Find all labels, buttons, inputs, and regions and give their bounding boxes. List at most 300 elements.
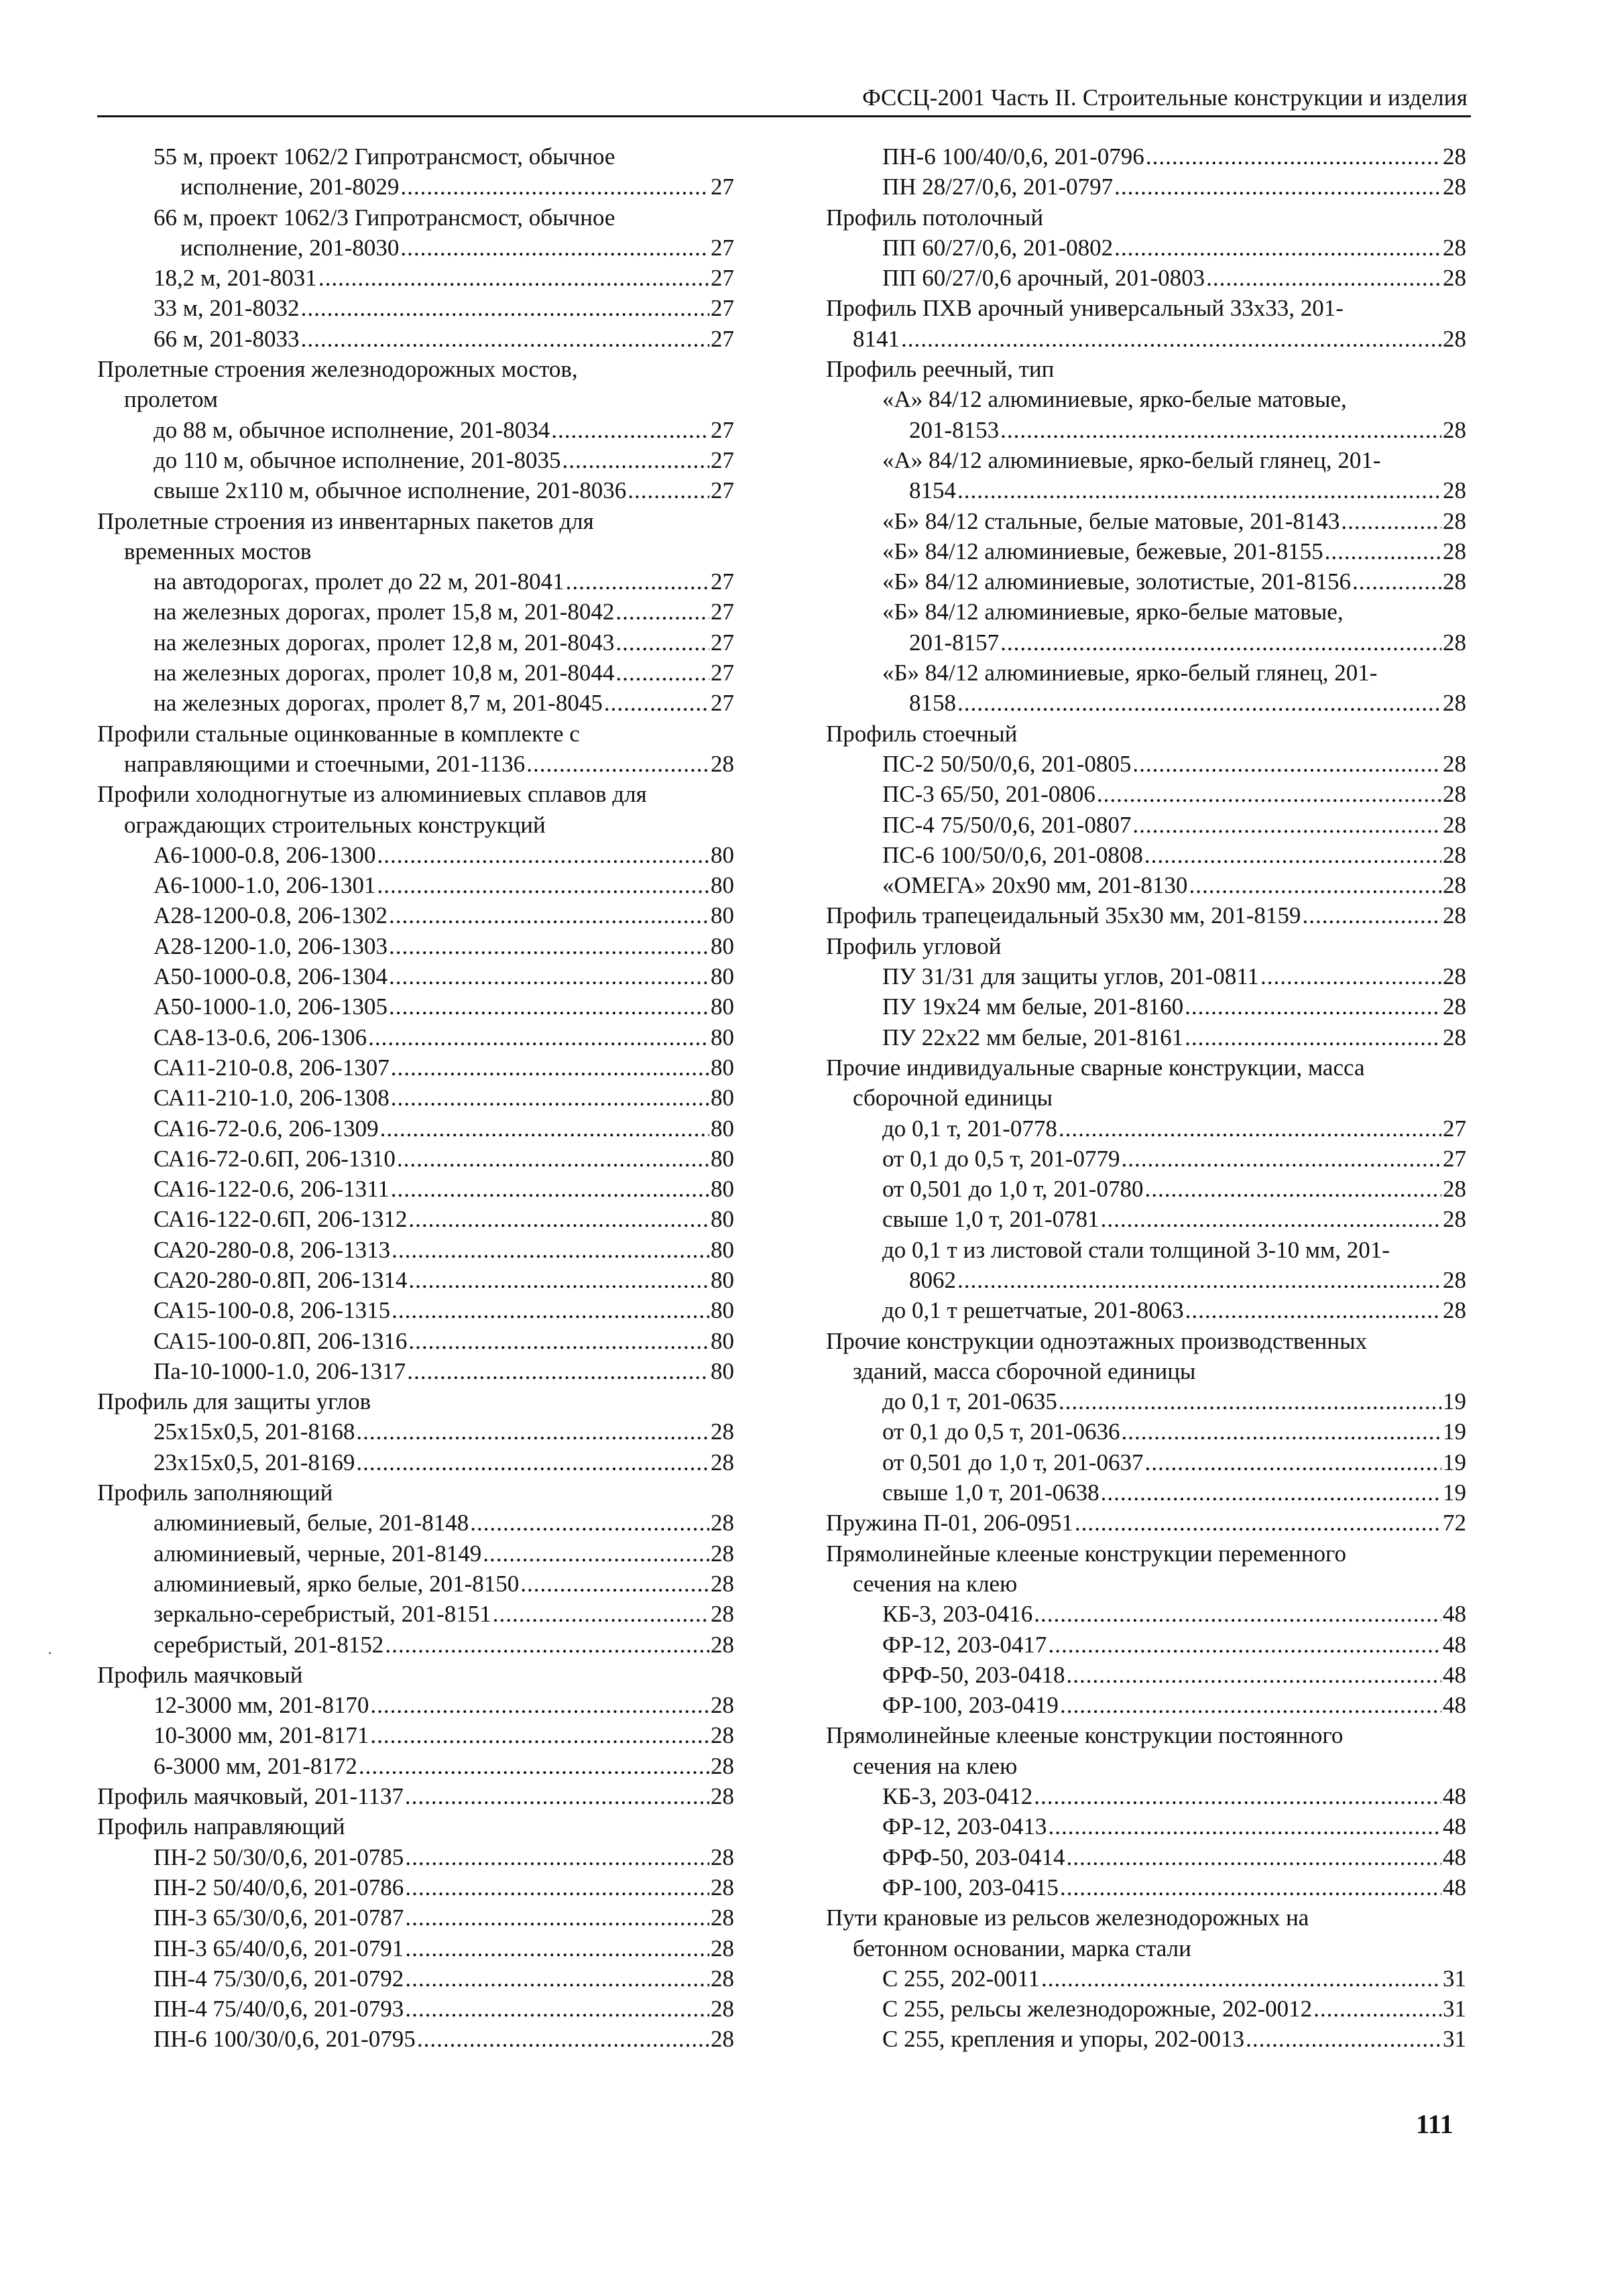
dot-leader — [628, 475, 709, 505]
entry-text: сечения на клею — [853, 1570, 1018, 1597]
entry-page: 28 — [711, 1601, 734, 1628]
entry-text: 23x15x0,5, 201-8169 — [154, 1449, 355, 1475]
entry-text: серебристый, 201-8152 — [154, 1631, 384, 1658]
dot-leader — [1341, 506, 1441, 536]
entry-text: СА20-280-0.8, 206-1313 — [154, 1236, 391, 1263]
dot-leader — [301, 293, 709, 323]
index-line — [97, 1083, 734, 1113]
entry-text: на железных дорогах, пролет 15,8 м, 201-8042 — [154, 599, 615, 625]
dot-leader — [1059, 1386, 1441, 1416]
index-line — [97, 233, 734, 263]
index-line — [826, 566, 1466, 597]
index-line — [97, 1477, 734, 1508]
entry-text: алюминиевый, ярко белые, 201-8150 — [154, 1570, 520, 1597]
dot-leader — [377, 870, 710, 900]
index-line — [826, 1052, 1466, 1083]
index-line — [97, 445, 734, 475]
entry-text: А50-1000-1.0, 206-1305 — [154, 993, 388, 1020]
entry-text: свыше 2х110 м, обычное исполнение, 201-8036 — [154, 477, 627, 504]
entry-page: 27 — [711, 416, 734, 443]
dot-leader — [1132, 749, 1441, 779]
entry-page: 28 — [1443, 781, 1466, 808]
entry-text: исполнение, 201-8030 — [180, 234, 400, 261]
entry-text: от 0,1 до 0,5 т, 201-0636 — [882, 1418, 1120, 1445]
index-line — [826, 1295, 1466, 1325]
entry-text: свыше 1,0 т, 201-0638 — [882, 1479, 1099, 1506]
dot-leader — [1101, 1204, 1441, 1234]
dot-leader — [1260, 961, 1441, 991]
dot-leader — [1097, 779, 1441, 809]
entry-text: на железных дорогах, пролет 10,8 м, 201-8044 — [154, 660, 615, 686]
index-line — [97, 324, 734, 354]
dot-leader — [1048, 1811, 1441, 1841]
entry-text: ФР-12, 203-0417 — [882, 1631, 1047, 1658]
dot-leader — [1075, 1508, 1441, 1538]
dot-leader — [368, 1022, 709, 1052]
index-line — [97, 1933, 734, 1963]
index-line — [826, 384, 1466, 414]
entry-text: 201-8157 — [909, 629, 1000, 656]
dot-leader — [389, 961, 709, 991]
index-line — [97, 536, 734, 566]
entry-text: алюминиевый, черные, 201-8149 — [154, 1540, 482, 1567]
entry-page: 28 — [711, 750, 734, 777]
entry-text: Пролетные строения из инвентарных пакетов для — [97, 507, 594, 534]
entry-text: ПП 60/27/0,6 арочный, 201-0803 — [882, 265, 1205, 292]
entry-text: Профиль направляющий — [97, 1813, 345, 1840]
entry-page: 31 — [1443, 2026, 1466, 2053]
dot-leader — [1121, 1416, 1441, 1447]
index-line — [97, 749, 734, 779]
entry-page: 28 — [1443, 629, 1466, 656]
index-line — [97, 263, 734, 293]
entry-text: С 255, 202-0011 — [882, 1965, 1040, 1992]
entry-page: 80 — [711, 1085, 734, 1111]
entry-text: ПН-2 50/40/0,6, 201-0786 — [154, 1874, 404, 1900]
dot-leader — [1066, 1842, 1441, 1872]
entry-text: направляющими и стоечными, 201-1136 — [124, 750, 526, 777]
entry-text: ПН-2 50/30/0,6, 201-0785 — [154, 1844, 404, 1870]
entry-text: СА20-280-0.8П, 206-1314 — [154, 1266, 408, 1293]
index-line — [826, 1690, 1466, 1720]
entry-text: 6-3000 мм, 201-8172 — [154, 1752, 357, 1779]
dot-leader — [417, 2024, 709, 2054]
dot-leader — [1066, 1660, 1441, 1690]
entry-text: ПП 60/27/0,6, 201-0802 — [882, 234, 1114, 261]
dot-leader — [1101, 1477, 1441, 1508]
entry-page: 28 — [711, 1752, 734, 1779]
entry-text: Профили холодногнутые из алюминиевых сплавов для — [97, 781, 647, 808]
index-line — [826, 658, 1466, 688]
index-line — [97, 384, 734, 414]
index-line — [97, 658, 734, 688]
entry-page: 80 — [711, 963, 734, 990]
entry-text: «Б» 84/12 алюминиевые, бежевые, 201-8155 — [882, 538, 1323, 564]
entry-page: 48 — [1443, 1601, 1466, 1628]
dot-leader — [1185, 1022, 1441, 1052]
entry-text: Пути крановые из рельсов железнодорожных на — [826, 1905, 1309, 1931]
dot-leader — [356, 1416, 709, 1447]
index-column-left — [97, 141, 734, 2055]
entry-text: до 0,1 т решетчатые, 201-8063 — [882, 1297, 1184, 1324]
dot-leader — [615, 597, 709, 627]
entry-text: «Б» 84/12 алюминиевые, ярко-белый глянец, 201- — [882, 660, 1378, 686]
index-line — [826, 293, 1466, 323]
entry-page: 48 — [1443, 1631, 1466, 1658]
dot-leader — [1034, 1599, 1441, 1629]
entry-page: 80 — [711, 1266, 734, 1293]
entry-page: 80 — [711, 1115, 734, 1142]
index-line — [826, 506, 1466, 536]
index-line — [97, 870, 734, 900]
index-line — [826, 1902, 1466, 1933]
entry-text: зданий, масса сборочной единицы — [853, 1357, 1196, 1384]
entry-text: ФРФ-50, 203-0414 — [882, 1844, 1065, 1870]
entry-text: ПН-4 75/30/0,6, 201-0792 — [154, 1965, 404, 1992]
entry-page: 28 — [1443, 507, 1466, 534]
index-line — [826, 961, 1466, 991]
entry-page: 28 — [711, 1965, 734, 1992]
entry-page: 27 — [711, 234, 734, 261]
entry-text: С 255, рельсы железнодорожные, 202-0012 — [882, 1996, 1313, 2022]
entry-text: 10-3000 мм, 201-8171 — [154, 1722, 369, 1749]
index-line — [826, 1569, 1466, 1599]
entry-text: на железных дорогах, пролет 12,8 м, 201-8043 — [154, 629, 615, 656]
dot-leader — [408, 1265, 709, 1295]
entry-text: ФР-12, 203-0413 — [882, 1813, 1047, 1840]
entry-text: бетонном основании, марка стали — [853, 1935, 1191, 1961]
entry-text: Па-10-1000-1.0, 206-1317 — [154, 1357, 406, 1384]
index-line — [826, 536, 1466, 566]
dot-leader — [392, 1295, 709, 1325]
index-line — [97, 1356, 734, 1386]
dot-leader — [397, 1144, 709, 1174]
dot-leader — [377, 840, 710, 870]
dot-leader — [1185, 991, 1441, 1022]
index-line — [97, 475, 734, 505]
entry-page: 27 — [711, 599, 734, 625]
index-line — [97, 1538, 734, 1569]
entry-page: 80 — [711, 1054, 734, 1081]
dot-leader — [380, 1113, 709, 1144]
dot-leader — [400, 172, 709, 202]
dot-leader — [1000, 415, 1441, 445]
entry-page: 72 — [1443, 1510, 1466, 1536]
index-line — [97, 1599, 734, 1629]
index-line — [97, 1902, 734, 1933]
entry-text: Пружина П-01, 206-0951 — [826, 1510, 1073, 1536]
index-line — [97, 172, 734, 202]
entry-text: Профили стальные оцинкованные в комплекте с — [97, 720, 580, 747]
dot-leader — [551, 415, 709, 445]
dot-leader — [1302, 900, 1441, 930]
entry-text: до 0,1 т из листовой стали толщиной 3-10 мм, 201- — [882, 1236, 1390, 1263]
index-line — [97, 354, 734, 384]
index-line — [97, 1994, 734, 2024]
entry-page: 28 — [1443, 538, 1466, 564]
dot-leader — [391, 1083, 709, 1113]
entry-text: «Б» 84/12 алюминиевые, ярко-белые матовые, — [882, 599, 1344, 625]
entry-page: 48 — [1443, 1813, 1466, 1840]
index-line — [97, 506, 734, 536]
entry-text: А50-1000-0.8, 206-1304 — [154, 963, 388, 990]
index-line — [97, 1052, 734, 1083]
index-line — [826, 415, 1466, 445]
entry-text: С 255, крепления и упоры, 202-0013 — [882, 2026, 1245, 2053]
dot-leader — [389, 991, 709, 1022]
entry-page: 28 — [711, 1935, 734, 1961]
index-line — [97, 1781, 734, 1811]
entry-page: 80 — [711, 1145, 734, 1172]
dot-leader — [1144, 1174, 1441, 1204]
entry-text: СА16-122-0.6, 206-1311 — [154, 1176, 390, 1203]
entry-text: КБ-3, 203-0412 — [882, 1783, 1033, 1810]
entry-page: 80 — [711, 872, 734, 899]
index-line — [826, 1386, 1466, 1416]
entry-text: Профиль для защиты углов — [97, 1388, 371, 1415]
dot-leader — [1146, 141, 1441, 172]
index-line — [826, 597, 1466, 627]
entry-page: 28 — [1443, 477, 1466, 504]
entry-text: СА11-210-1.0, 206-1308 — [154, 1085, 390, 1111]
entry-page: 28 — [1443, 265, 1466, 292]
entry-text: пролетом — [124, 386, 219, 413]
entry-text: СА15-100-0.8П, 206-1316 — [154, 1327, 408, 1354]
entry-text: исполнение, 201-8029 — [180, 174, 400, 200]
entry-page: 28 — [711, 1449, 734, 1475]
index-line — [97, 1630, 734, 1660]
entry-text: ПС-3 65/50, 201-0806 — [882, 781, 1095, 808]
page-number: 111 — [1416, 2109, 1453, 2139]
entry-page: 28 — [1443, 902, 1466, 929]
entry-page: 28 — [1443, 1024, 1466, 1050]
index-line — [97, 1022, 734, 1052]
dot-leader — [957, 1265, 1441, 1295]
dot-leader — [400, 233, 709, 263]
index-line — [97, 1113, 734, 1144]
entry-text: ПУ 31/31 для защиты углов, 201-0811 — [882, 963, 1259, 990]
entry-page: 28 — [711, 2026, 734, 2053]
index-line — [826, 1811, 1466, 1841]
entry-text: 18,2 м, 201-8031 — [154, 265, 317, 292]
entry-text: зеркально-серебристый, 201-8151 — [154, 1601, 491, 1628]
entry-text: СА16-122-0.6П, 206-1312 — [154, 1206, 408, 1233]
index-line — [826, 1113, 1466, 1144]
entry-text: от 0,501 до 1,0 т, 201-0637 — [882, 1449, 1144, 1475]
index-line — [97, 688, 734, 718]
entry-text: Профиль угловой — [826, 932, 1002, 959]
index-line — [97, 931, 734, 961]
dot-leader — [1060, 1872, 1441, 1902]
index-line — [97, 1751, 734, 1781]
entry-text: Прямолинейные клееные конструкции переменного — [826, 1540, 1346, 1567]
entry-text: 25x15x0,5, 201-8168 — [154, 1418, 355, 1445]
index-line — [826, 1842, 1466, 1872]
entry-page: 80 — [711, 841, 734, 868]
index-line — [97, 1386, 734, 1416]
index-line — [826, 1963, 1466, 1994]
index-line — [826, 324, 1466, 354]
entry-text: 12-3000 мм, 201-8170 — [154, 1692, 369, 1719]
dot-leader — [1034, 1781, 1441, 1811]
entry-text: Прочие индивидуальные сварные конструкции, масса — [826, 1054, 1365, 1081]
entry-text: ПН-6 100/30/0,6, 201-0795 — [154, 2026, 416, 2053]
index-line — [97, 1447, 734, 1477]
index-column-right — [826, 141, 1466, 2055]
entry-page: 80 — [711, 1206, 734, 1233]
index-line — [826, 1660, 1466, 1690]
dot-leader — [356, 1447, 709, 1477]
index-line — [826, 263, 1466, 293]
dot-leader — [301, 324, 709, 354]
entry-text: 66 м, проект 1062/3 Гипротрансмост, обычное — [154, 204, 615, 231]
entry-text: СА8-13-0.6, 206-1306 — [154, 1024, 367, 1050]
index-line — [826, 2024, 1466, 2054]
index-line — [97, 1690, 734, 1720]
entry-text: временных мостов — [124, 538, 312, 564]
entry-page: 80 — [711, 932, 734, 959]
dot-leader — [389, 931, 709, 961]
entry-page: 27 — [711, 690, 734, 717]
entry-text: СА11-210-0.8, 206-1307 — [154, 1054, 390, 1081]
dot-leader — [957, 688, 1441, 718]
dot-leader — [1114, 233, 1441, 263]
entry-text: Профиль стоечный — [826, 720, 1018, 747]
entry-text: А28-1200-0.8, 206-1302 — [154, 902, 388, 929]
dot-leader — [1246, 2024, 1441, 2054]
entry-page: 28 — [711, 1631, 734, 1658]
entry-page: 48 — [1443, 1692, 1466, 1719]
dot-leader — [520, 1569, 709, 1599]
entry-page: 27 — [711, 325, 734, 352]
entry-page: 80 — [711, 1297, 734, 1324]
dot-leader — [1144, 1447, 1441, 1477]
entry-page: 28 — [1443, 174, 1466, 200]
entry-page: 28 — [1443, 1206, 1466, 1233]
index-line — [97, 1326, 734, 1356]
index-line — [826, 202, 1466, 233]
entry-page: 48 — [1443, 1874, 1466, 1900]
entry-text: от 0,501 до 1,0 т, 201-0780 — [882, 1176, 1144, 1203]
dot-leader — [408, 1204, 709, 1234]
dot-leader — [901, 324, 1441, 354]
index-line — [826, 1144, 1466, 1174]
dot-leader — [1313, 1994, 1441, 2024]
dot-leader — [493, 1599, 709, 1629]
scan-speck — [49, 1652, 51, 1654]
entry-page: 80 — [711, 1327, 734, 1354]
dot-leader — [405, 1842, 709, 1872]
dot-leader — [359, 1751, 709, 1781]
index-line — [826, 1447, 1466, 1477]
dot-leader — [1132, 810, 1441, 840]
entry-page: 28 — [1443, 811, 1466, 838]
entry-page: 28 — [1443, 841, 1466, 868]
entry-text: на железных дорогах, пролет 8,7 м, 201-8045 — [154, 690, 603, 717]
entry-page: 28 — [1443, 750, 1466, 777]
index-line — [97, 840, 734, 870]
entry-page: 27 — [1443, 1145, 1466, 1172]
dot-leader — [1185, 1295, 1441, 1325]
entry-text: 8158 — [909, 690, 956, 717]
index-line — [826, 1751, 1466, 1781]
index-line — [826, 172, 1466, 202]
entry-page: 28 — [1443, 325, 1466, 352]
index-line — [97, 991, 734, 1022]
index-line — [826, 1235, 1466, 1265]
dot-leader — [604, 688, 709, 718]
entry-page: 28 — [711, 1844, 734, 1870]
index-line — [97, 627, 734, 658]
entry-text: «А» 84/12 алюминиевые, ярко-белые матовые, — [882, 386, 1347, 413]
dot-leader — [1059, 1113, 1441, 1144]
index-line — [97, 1660, 734, 1690]
index-line — [826, 719, 1466, 749]
dot-leader — [405, 1902, 709, 1933]
entry-page: 27 — [711, 568, 734, 595]
entry-page: 28 — [1443, 1297, 1466, 1324]
entry-text: ПН-3 65/30/0,6, 201-0787 — [154, 1905, 404, 1931]
index-line — [97, 961, 734, 991]
index-line — [97, 1508, 734, 1538]
dot-leader — [1000, 627, 1441, 658]
dot-leader — [385, 1630, 709, 1660]
entry-page: 28 — [711, 1570, 734, 1597]
index-line — [826, 1326, 1466, 1356]
entry-text: «Б» 84/12 стальные, белые матовые, 201-8143 — [882, 507, 1340, 534]
index-line — [826, 1508, 1466, 1538]
index-line — [826, 688, 1466, 718]
index-line — [97, 1204, 734, 1234]
dot-leader — [1041, 1963, 1441, 1994]
dot-leader — [405, 1781, 709, 1811]
entry-text: ограждающих строительных конструкций — [124, 811, 546, 838]
index-line — [97, 597, 734, 627]
entry-page: 28 — [1443, 416, 1466, 443]
entry-text: 8154 — [909, 477, 956, 504]
dot-leader — [1325, 536, 1441, 566]
entry-text: А6-1000-1.0, 206-1301 — [154, 872, 376, 899]
index-line — [826, 931, 1466, 961]
entry-page: 28 — [711, 1418, 734, 1445]
entry-page: 28 — [1443, 690, 1466, 717]
entry-text: СА16-72-0.6, 206-1309 — [154, 1115, 379, 1142]
entry-text: Профиль ПХВ арочный универсальный 33х33, 201- — [826, 295, 1344, 322]
entry-text: «ОМЕГА» 20х90 мм, 201-8130 — [882, 872, 1188, 899]
entry-text: Профиль маячковый, 201-1137 — [97, 1783, 404, 1810]
entry-text: Прямолинейные клееные конструкции постоянного — [826, 1722, 1344, 1749]
entry-text: сборочной единицы — [853, 1085, 1053, 1111]
index-line — [826, 475, 1466, 505]
dot-leader — [1352, 566, 1441, 597]
entry-page: 48 — [1443, 1661, 1466, 1688]
index-line — [826, 627, 1466, 658]
entry-text: ПН-3 65/40/0,6, 201-0791 — [154, 1935, 404, 1961]
dot-leader — [562, 445, 709, 475]
dot-leader — [391, 1174, 709, 1204]
entry-page: 80 — [711, 1357, 734, 1384]
entry-text: ФР-100, 203-0419 — [882, 1692, 1059, 1719]
index-line — [826, 354, 1466, 384]
entry-page: 28 — [1443, 1266, 1466, 1293]
index-line — [826, 1538, 1466, 1569]
entry-text: до 88 м, обычное исполнение, 201-8034 — [154, 416, 550, 443]
entry-text: Профиль потолочный — [826, 204, 1044, 231]
entry-page: 19 — [1443, 1388, 1466, 1415]
index-line — [97, 1265, 734, 1295]
entry-text: КБ-3, 203-0416 — [882, 1601, 1033, 1628]
entry-page: 27 — [711, 295, 734, 322]
